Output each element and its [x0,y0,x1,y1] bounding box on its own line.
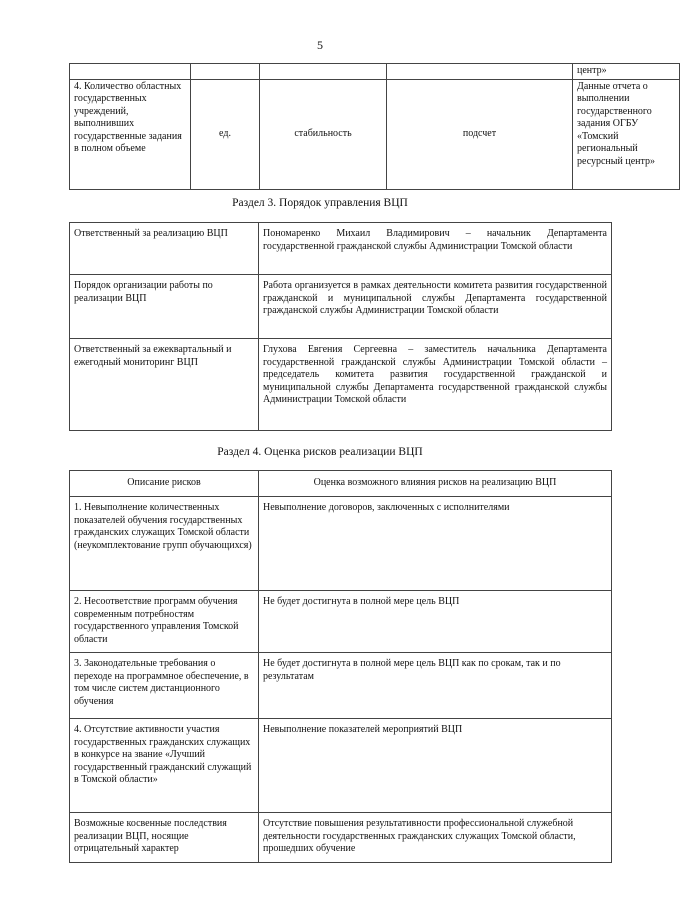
table-row [70,719,612,813]
table-row [70,223,612,275]
row-value: Глухова Евгения Сергеевна – заместитель начальника Департамента государственной гражданской службы Администрации Томской области – председатель комитета развития государственной гражданской и муниципальной службы Департамента государственной гражданской службы Администрации Томской области [259,339,612,431]
row-label: Ответственный за ежеквартальный и ежегодный мониторинг ВЦП [70,339,259,431]
table-row [70,653,612,719]
row-label: Порядок организации работы по реализации ВЦП [70,275,259,339]
section3-title: Раздел 3. Порядок управления ВЦП [232,197,408,209]
impact-cell: Невыполнение договоров, заключенных с исполнителями [259,497,612,591]
source-cell: Данные отчета о выполнении государственного задания ОГБУ «Томский региональный ресурсный центр» [573,79,680,189]
table-row [70,79,680,189]
risk-cell: 2. Несоответствие программ обучения современным потребностям государственного управления Томской области [70,591,259,653]
section4-title: Раздел 4. Оценка рисков реализации ВЦП [217,446,423,458]
impact-cell: Отсутствие повышения результативности профессиональной служебной деятельности государственных гражданских служащих Томской области, прошедших обучение [259,813,612,863]
impact-cell: Не будет достигнута в полной мере цель ВЦП [259,591,612,653]
unit-cell: ед. [191,79,260,189]
table-header-row [70,471,612,497]
table-row [70,591,612,653]
table-row [70,339,612,431]
row-value: Работа организуется в рамках деятельности комитета развития государственной гражданской и муниципальной службы Департамента государственной гражданской службы Администрации Томской области [259,275,612,339]
risk-cell: Возможные косвенные последствия реализации ВЦП, носящие отрицательный характер [70,813,259,863]
management-table [69,222,612,431]
indicators-table [69,63,680,190]
risk-cell: 1. Невыполнение количественных показателей обучения государственных гражданских служащих Томской области (неукомплектование групп обучающихся) [70,497,259,591]
indicator-cell: 4. Количество областных государственных учреждений, выполнивших государственные задания в полном объеме [70,79,191,189]
column-header: Оценка возможного влияния рисков на реализацию ВЦП [259,471,612,497]
impact-cell: Не будет достигнута в полной мере цель ВЦП как по срокам, так и по результатам [259,653,612,719]
column-header: Описание рисков [70,471,259,497]
table-row [70,275,612,339]
risk-cell: 3. Законодательные требования о переходе на программное обеспечение, в том числе систем дистанционного обучения [70,653,259,719]
risk-cell: 4. Отсутствие активности участия государственных гражданских служащих в конкурсе на звание «Лучший государственный гражданский служащий в Томской области» [70,719,259,813]
source-cell: центр» [573,64,680,80]
impact-cell: Невыполнение показателей мероприятий ВЦП [259,719,612,813]
table-row [70,64,680,80]
trend-cell: стабильность [260,79,387,189]
row-value: Пономаренко Михаил Владимирович – начальник Департамента государственной гражданской службы Администрации Томской области [259,223,612,275]
risks-table [69,470,612,863]
row-label: Ответственный за реализацию ВЦП [70,223,259,275]
page-number: 5 [317,38,323,52]
method-cell: подсчет [387,79,573,189]
table-row [70,497,612,591]
table-row [70,813,612,863]
